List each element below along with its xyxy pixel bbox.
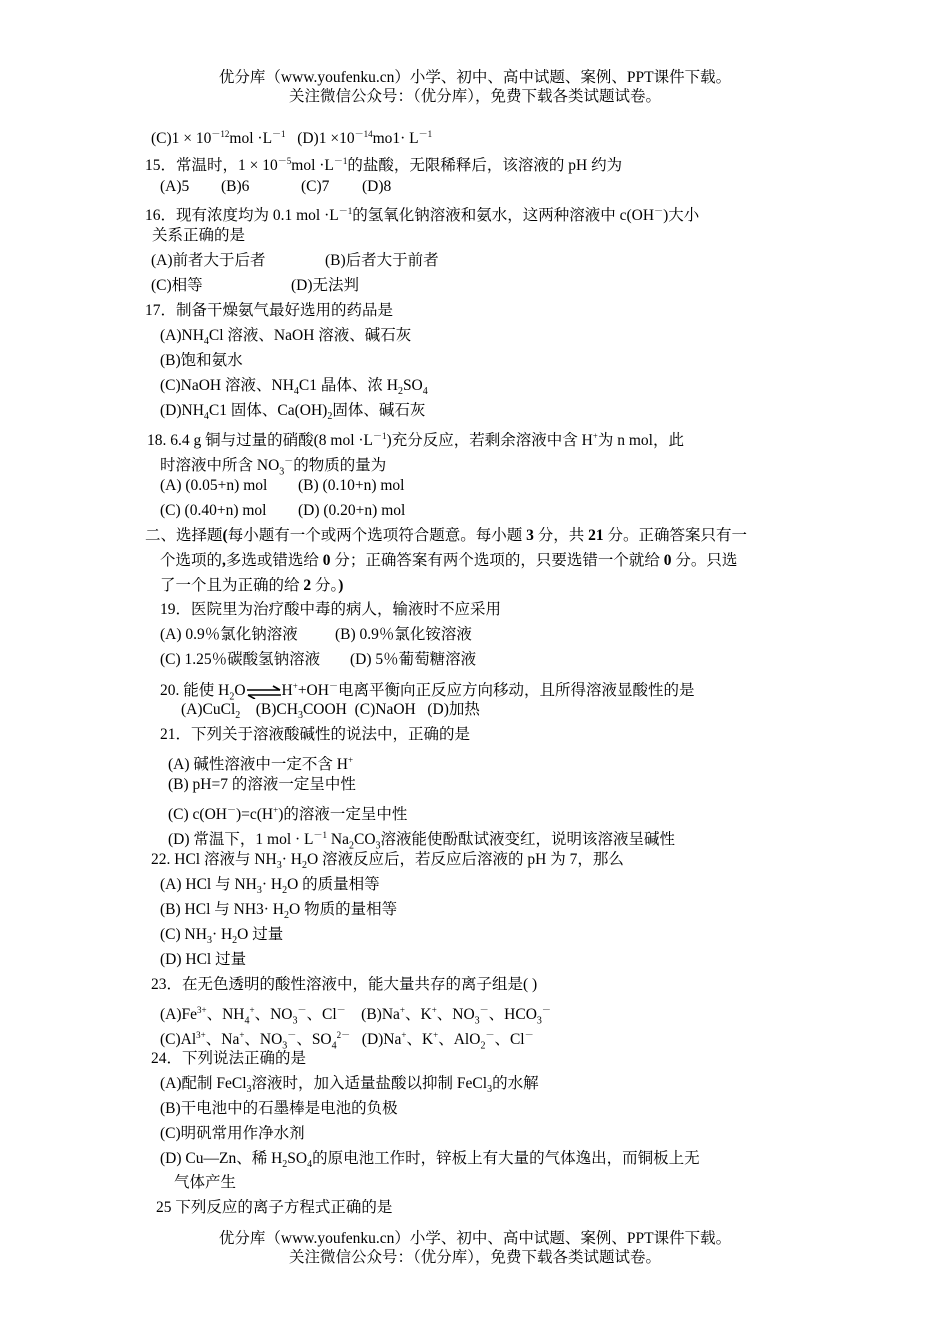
q19-stem: 19．医院里为治疗酸中毒的病人，输液时不应采用 (160, 601, 502, 618)
q22-stem-a: 22. HCl 溶液与 NH (151, 851, 277, 868)
q23-c-so: 、SO (296, 1031, 332, 1049)
q15-option-b: (B)6 (221, 178, 250, 195)
q23-a-nh: 、NH (206, 1006, 245, 1024)
q21-c-rest: )的溶液一定呈中性 (278, 806, 408, 824)
q23-stem: 23．在无色透明的酸性溶液中，能大量共存的离子组是( ) (151, 976, 538, 993)
q15-stem-b: mol ·L (291, 157, 334, 175)
q15-option-c: (C)7 (301, 178, 330, 195)
q22-c-sub2: 2 (232, 935, 238, 947)
q17-c-sub1: 4 (293, 386, 299, 398)
q23-d-k: 、K (406, 1031, 434, 1049)
q18-option-c: (C) (0.40+n) mol (160, 502, 267, 519)
section2-l2-comma: , (222, 552, 226, 569)
q17-option-c (160, 376, 428, 402)
q21-d-co: CO (353, 831, 376, 849)
q18-l2-rest: 的物质的量为 (293, 457, 387, 475)
q16-option-c: (C)相等 (151, 277, 203, 294)
q20-option-c: (C)NaOH (354, 701, 416, 718)
q17-stem: 17．制备干燥氨气最好选用的药品是 (145, 302, 394, 319)
q17-option-b: (B)饱和氨水 (160, 352, 243, 369)
section2-l1-text2: 分，共 (533, 527, 589, 544)
q17-c-text2: C1 晶体、浓 H (298, 377, 398, 394)
q22-a-rest: O 的质量相等 (287, 876, 380, 893)
section2-paren-open: ( (222, 527, 228, 544)
q24-stem: 24．下列说法正确的是 (151, 1050, 307, 1067)
q23-b-hco: 、HCO (488, 1006, 537, 1024)
q17-option-d (160, 401, 425, 427)
q24-a-text: (A)配制 FeCl (160, 1075, 247, 1092)
q21-a-text: (A) 碱性溶液中一定不含 H (168, 756, 348, 774)
q23-a-cl: 、Cl (306, 1006, 337, 1024)
q23-b-sup1: + (399, 1005, 405, 1015)
q24-d-rest: 的原电池工作时，锌板上有大量的气体逸出，而铜板上无 (312, 1150, 700, 1167)
section2-heading-line2 (160, 551, 737, 571)
q24-d-text: (D) Cu—Zn、稀 H (160, 1150, 283, 1167)
q20-stem-minus: － (328, 681, 338, 691)
section2-heading-line1 (145, 526, 747, 546)
q23-option-a: (A)Fe (160, 1006, 198, 1024)
header-line-1: 优分库（www.youfenku.cn）小学、初中、高中试题、案例、PPT课件下载。 (218, 69, 732, 86)
q18-stem-exp2: + (592, 431, 598, 441)
q21-c-text2: )=c(H (235, 806, 274, 824)
q14-option-c: (C)1 × 10 (151, 130, 212, 148)
q23-c-no: 、NO (244, 1031, 283, 1049)
q23-d-alo: 、AlO (438, 1031, 481, 1049)
q23-a-sup2: + (249, 1005, 255, 1015)
q24-option-d-line2: 气体产生 (174, 1174, 237, 1191)
q20-a-sub: 2 (235, 710, 241, 722)
q23-a-no: 、NO (254, 1006, 293, 1024)
q21-d-sub2: 3 (375, 840, 381, 852)
q22-b-sub: 2 (284, 910, 289, 922)
q23-c-sup3: － (287, 1030, 297, 1040)
q24-d-sub1: 2 (282, 1159, 288, 1171)
q19-option-a: (A) 0.9％氯化钠溶液 (160, 626, 298, 643)
q20-option-d: (D)加热 (427, 701, 480, 718)
section2-l2-text2: 多选或错选给 (225, 552, 323, 569)
section2-l2-zero: 0 (322, 552, 331, 569)
q16-stem-a: 16．现有浓度均为 0.1 mol ·L (145, 207, 339, 225)
q15-stem-a: 15．常温时，1 × 10 (145, 157, 278, 175)
q18-stem-a: 18. 6.4 g 铜与过量的硝酸(8 mol ·L (147, 432, 374, 450)
section2-points-each: 3 (526, 527, 534, 544)
section2-l2-text3: 分；正确答案有两个选项的，只要选错一个就给 (330, 552, 664, 569)
q23-a-sup4: － (336, 1005, 346, 1015)
q23-b-sub1: 3 (474, 1015, 480, 1027)
q22-option-b (160, 900, 397, 926)
q17-d-text: (D)NH (160, 402, 204, 419)
q14-option-d: (D)1 ×10 (297, 130, 355, 148)
q18-stem (147, 426, 684, 451)
q17-option-a (160, 326, 411, 352)
q14-c-unit-exp: －1 (272, 129, 286, 139)
q23-c-sub1: 3 (282, 1040, 288, 1052)
q23-option-d: (D)Na (361, 1031, 402, 1049)
q16-option-d: (D)无法判 (291, 277, 360, 294)
q22-stem-b: · H (281, 851, 302, 868)
q22-c-rest: O 过量 (237, 926, 284, 943)
q21-option-b: (B) pH=7 的溶液一定呈中性 (168, 776, 356, 793)
q23-d-sup1: + (401, 1030, 407, 1040)
q22-a-text2: · H (261, 876, 283, 893)
q21-d-rest: 溶液能使酚酞试液变红，说明该溶液呈碱性 (380, 831, 676, 849)
q18-l2-text: 时溶液中所含 NO (160, 457, 280, 475)
q23-c-sup4: 2－ (336, 1030, 351, 1040)
q18-l2-sup: － (284, 456, 294, 466)
q21-d-text: (D) 常温下，1 mol · L (168, 831, 314, 849)
equilibrium-arrow-icon (246, 685, 282, 699)
section2-l1-text3: 分。正确答案只有一 (603, 527, 747, 544)
q24-option-c: (C)明矾常用作净水剂 (160, 1125, 305, 1142)
q24-d-sub2: 4 (307, 1159, 313, 1171)
q24-option-b: (B)干电池中的石墨棒是电池的负极 (160, 1100, 398, 1117)
q24-a-text2: 溶液时，加入适量盐酸以抑制 FeCl (251, 1075, 488, 1092)
q17-d-sub2: 2 (327, 411, 333, 423)
q17-d-sub1: 4 (203, 411, 209, 423)
q14-c-unit: mol ·L (229, 130, 273, 148)
q24-option-d (160, 1149, 700, 1175)
q20-stem-plus: + (292, 681, 298, 691)
q23-d-sup4: － (524, 1030, 534, 1040)
q15-option-a: (A)5 (160, 178, 190, 195)
q21-d-sup: －1 (313, 830, 328, 840)
q18-l2-sub: 3 (279, 466, 285, 478)
q23-d-sub1: 2 (480, 1040, 486, 1052)
q22-stem-sub2: 2 (301, 860, 307, 872)
q24-a-rest: 的水解 (492, 1075, 539, 1092)
q22-stem-rest: O 溶液反应后，若反应后溶液的 pH 为 7，那么 (306, 851, 624, 868)
section2-l3-text: 了一个且为正确的给 (160, 577, 304, 594)
q20-stem-rest: 电离平衡向正反应方向移动，且所得溶液显酸性的是 (337, 682, 695, 700)
q14-c-exp: －12 (211, 129, 230, 139)
q23-c-na: 、Na (205, 1031, 240, 1049)
q23-option-b: (B)Na (361, 1006, 400, 1024)
q23-d-sup3: － (485, 1030, 495, 1040)
section2-l2-zero2: 0 (663, 552, 672, 569)
q20-stem-oh: +OH (297, 682, 329, 700)
q23-b-sub2: 3 (536, 1015, 542, 1027)
section2-l2-text4: 分。只选 (671, 552, 738, 569)
q23-b-sup3: － (479, 1005, 489, 1015)
section2-l2-text: 个选项的 (160, 552, 223, 569)
q24-option-a (160, 1074, 539, 1100)
q22-a-sub1: 3 (256, 885, 262, 897)
q25-stem: 25 下列反应的离子方程式正确的是 (156, 1199, 393, 1216)
q16-option-b: (B)后者大于前者 (325, 252, 439, 269)
q16-stem-b: 的氢氧化钠溶液和氨水，这两种溶液中 c(OH (352, 207, 655, 225)
q21-c-sup1: － (226, 805, 236, 815)
q17-a-rest: Cl 溶液、NaOH 溶液、碱石灰 (208, 327, 412, 344)
q17-c-text3: SO (402, 377, 423, 394)
q21-c-sup2: + (273, 805, 279, 815)
q16-option-a: (A)前者大于后者 (151, 252, 266, 269)
q21-option-a (168, 750, 353, 775)
q23-b-no: 、NO (436, 1006, 475, 1024)
q23-c-sup1: 3+ (196, 1030, 206, 1040)
q17-d-text3: 固体、碱石灰 (332, 402, 426, 419)
q16-stem-exp2: － (654, 206, 664, 216)
q19-option-d: (D) 5％葡萄糖溶液 (350, 651, 477, 668)
q24-a-sub2: 3 (487, 1084, 493, 1096)
q19-option-c: (C) 1.25％碳酸氢钠溶液 (160, 651, 321, 668)
q16-stem (145, 201, 699, 226)
q21-a-sup: + (347, 755, 354, 765)
q18-option-a: (A) (0.05+n) mol (160, 477, 268, 494)
q24-d-so: SO (287, 1150, 308, 1167)
q23-option-c: (C)Al (160, 1031, 197, 1049)
q22-option-c (160, 925, 283, 951)
q23-a-sub1: 4 (244, 1015, 250, 1027)
footer-line-1: 优分库（www.youfenku.cn）小学、初中、高中试题、案例、PPT课件下载。 (218, 1230, 732, 1247)
q20-options (181, 700, 480, 726)
q21-d-na: Na (327, 831, 349, 849)
section2-paren-close: ) (338, 577, 344, 594)
q20-b-rest: COOH (302, 701, 347, 718)
q22-stem-sub1: 3 (276, 860, 282, 872)
q20-option-b: (B)CH (255, 701, 298, 718)
q22-a-text: (A) HCl 与 NH (160, 876, 257, 893)
q22-c-text: (C) NH (160, 926, 207, 943)
q23-a-sup1: 3+ (197, 1005, 207, 1015)
q22-c-sub1: 3 (206, 935, 212, 947)
q22-option-d: (D) HCl 过量 (160, 951, 247, 968)
q22-a-sub2: 2 (282, 885, 288, 897)
section2-title: 二、选择题 (145, 527, 223, 544)
section2-points-total: 21 (588, 527, 604, 544)
q20-b-sub: 3 (297, 710, 303, 722)
q22-b-text: (B) HCl 与 NH3· H (160, 901, 284, 918)
q18-option-d: (D) (0.20+n) mol (298, 502, 406, 519)
q17-c-sub2: 2 (397, 386, 403, 398)
q23-b-k: 、K (404, 1006, 432, 1024)
q16-stem-c: )大小 (663, 207, 700, 225)
q23-d-cl: 、Cl (494, 1031, 525, 1049)
q23-d-sup2: + (433, 1030, 439, 1040)
section2-l3-text2: 分。 (311, 577, 339, 594)
q22-option-a (160, 875, 380, 901)
q18-stem-b: )充分反应，若剩余溶液中含 H (386, 432, 593, 450)
q14-d-unit-exp: －1 (418, 129, 433, 139)
q15-stem-exp: －5 (277, 156, 292, 166)
q22-b-rest: O 物质的量相等 (289, 901, 398, 918)
q21-option-c (168, 800, 407, 825)
q22-c-text2: · H (211, 926, 233, 943)
q23-b-sup4: － (541, 1005, 551, 1015)
q15-stem-c: 的盐酸，无限稀释后，该溶液的 pH 约为 (347, 157, 623, 175)
q23-c-sup2: + (239, 1030, 245, 1040)
q23-a-sup3: － (297, 1005, 307, 1015)
q20-stem-b: O (234, 682, 246, 700)
q17-a-sub: 4 (203, 336, 209, 348)
q21-d-sub1: 2 (348, 840, 354, 852)
section2-l1-text: 每小题有一个或两个选项符合题意。每小题 (227, 527, 527, 544)
q17-c-text: (C)NaOH 溶液、NH (160, 377, 294, 394)
q16-stem-line2: 关系正确的是 (152, 227, 246, 244)
q21-stem: 21．下列关于溶液酸碱性的说法中，正确的是 (160, 726, 471, 743)
q20-stem-a: 20. 能使 H (160, 682, 230, 700)
q14-options-cd (151, 124, 432, 149)
q15-stem (145, 151, 622, 176)
q20-stem-h: H (281, 682, 293, 700)
q15-stem-exp2: －1 (333, 156, 348, 166)
q23-c-sub2: 4 (331, 1040, 337, 1052)
q21-c-text: (C) c(OH (168, 806, 227, 824)
q17-a-text: (A)NH (160, 327, 204, 344)
section2-heading-line3 (160, 576, 343, 596)
header-line-2: 关注微信公众号：（优分库），免费下载各类试题试卷。 (288, 88, 661, 105)
q19-option-b: (B) 0.9％氯化铵溶液 (335, 626, 472, 643)
q20-option-a: (A)CuCl (181, 701, 236, 718)
q18-option-b: (B) (0.10+n) mol (298, 477, 405, 494)
q15-option-d: (D)8 (362, 178, 392, 195)
q16-stem-exp: －1 (338, 206, 353, 216)
q20-stem-sub: 2 (229, 691, 235, 703)
q17-d-text2: C1 固体、Ca(OH) (208, 402, 328, 419)
q24-a-sub1: 3 (246, 1084, 252, 1096)
q18-stem-c: 为 n mol，此 (597, 432, 684, 450)
q23-a-sub2: 3 (292, 1015, 298, 1027)
section2-l3-two: 2 (303, 577, 312, 594)
q23-b-sup2: + (431, 1005, 437, 1015)
q17-c-sub3: 4 (422, 386, 428, 398)
footer-line-2: 关注微信公众号：（优分库），免费下载各类试题试卷。 (288, 1249, 661, 1266)
q22-stem (151, 850, 624, 876)
q14-d-exp: －14 (354, 129, 373, 139)
q14-d-unit: mo1· L (372, 130, 419, 148)
q18-stem-exp: －1 (373, 431, 387, 441)
